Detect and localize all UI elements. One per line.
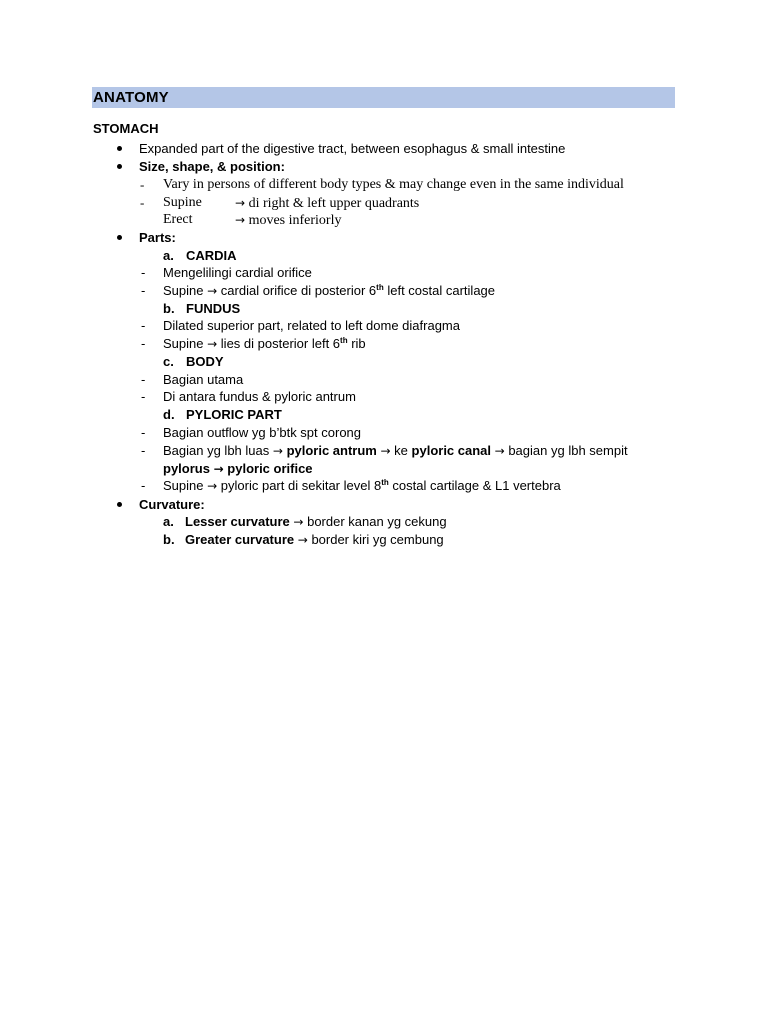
term-bold: Lesser curvature — [185, 514, 290, 529]
list-letter: a. — [163, 514, 174, 529]
bullet-text: Size, shape, & position: — [139, 159, 285, 174]
list-item-label: Erect — [163, 212, 193, 227]
term-bold: pyloric canal — [411, 443, 492, 458]
dash-marker: - — [141, 265, 146, 280]
list-item — [235, 195, 419, 212]
part-title: CARDIA — [186, 248, 237, 263]
dash-marker: - — [140, 177, 145, 192]
arrow-right-icon: → — [297, 533, 308, 547]
list-item-continuation — [163, 461, 313, 477]
list-letter: b. — [163, 532, 175, 547]
arrow-right-icon: → — [235, 196, 246, 210]
list-item-text: Bagian yg lbh luas — [163, 443, 270, 458]
list-item-text: pyloric part di sekitar level 8 — [220, 478, 382, 493]
list-item-text: lies di posterior left 6 — [220, 336, 341, 351]
arrow-right-icon: → — [380, 444, 391, 458]
dash-marker: - — [141, 336, 146, 351]
list-item: Mengelilingi cardial orifice — [163, 265, 312, 280]
arrow-right-icon: → — [293, 515, 304, 529]
part-title: PYLORIC PART — [186, 407, 282, 422]
list-item — [163, 478, 561, 494]
heading-highlight-bar — [92, 87, 675, 108]
arrow-right-icon: → — [213, 462, 224, 476]
list-item-text: cardial orifice di posterior 6 — [220, 283, 377, 298]
superscript: th — [381, 478, 389, 487]
arrow-right-icon: → — [272, 444, 283, 458]
superscript: th — [340, 336, 348, 345]
list-item-text: Supine — [163, 478, 204, 493]
list-item-text: di right & left upper quadrants — [248, 196, 420, 211]
term-bold: pylorus — [163, 461, 210, 476]
list-item — [185, 514, 447, 530]
list-item — [163, 283, 495, 299]
list-letter: a. — [163, 248, 174, 263]
section-heading: ANATOMY — [93, 89, 169, 106]
dash-marker: - — [141, 443, 146, 458]
term-bold: Greater curvature — [185, 532, 295, 547]
list-item-text: border kanan yg cekung — [307, 514, 447, 529]
list-item: Dilated superior part, related to left dome diafragma — [163, 318, 460, 333]
dash-marker: - — [140, 195, 145, 210]
list-item-text: bagian yg lbh sempit — [508, 443, 628, 458]
arrow-right-icon: → — [207, 479, 218, 493]
term-bold: pyloric antrum — [286, 443, 377, 458]
list-item — [163, 336, 366, 352]
list-item-text: border kiri yg cembung — [311, 532, 444, 547]
list-item: Vary in persons of different body types & may change even in the same individual — [163, 177, 624, 192]
dash-marker: - — [141, 425, 146, 440]
list-item: Di antara fundus & pyloric antrum — [163, 389, 356, 404]
list-item-text: rib — [351, 336, 366, 351]
list-item — [235, 212, 341, 229]
list-letter: d. — [163, 407, 175, 422]
bullet-icon — [117, 164, 122, 169]
list-item-label: Supine — [163, 195, 202, 210]
arrow-right-icon: → — [494, 444, 505, 458]
superscript: th — [376, 283, 384, 292]
list-letter: c. — [163, 354, 174, 369]
bullet-icon — [117, 502, 122, 507]
term-bold: pyloric orifice — [227, 461, 313, 476]
dash-marker: - — [141, 318, 146, 333]
subheading: STOMACH — [93, 121, 159, 136]
bullet-text: Expanded part of the digestive tract, between esophagus & small intestine — [139, 141, 566, 156]
list-item-text: Supine — [163, 283, 204, 298]
list-item — [185, 532, 444, 548]
dash-marker: - — [141, 478, 146, 493]
dash-marker: - — [141, 389, 146, 404]
bullet-icon — [117, 146, 122, 151]
part-title: FUNDUS — [186, 301, 241, 316]
arrow-right-icon: → — [235, 213, 246, 227]
dash-marker: - — [141, 283, 146, 298]
bullet-text: Parts: — [139, 230, 176, 245]
arrow-right-icon: → — [207, 337, 218, 351]
list-item: Bagian utama — [163, 372, 244, 387]
bullet-text: Curvature: — [139, 497, 205, 512]
arrow-right-icon: → — [207, 284, 218, 298]
dash-marker: - — [141, 372, 146, 387]
list-item — [163, 443, 628, 459]
list-item-text: Supine — [163, 336, 204, 351]
list-item: Bagian outflow yg b’btk spt corong — [163, 425, 362, 440]
list-item-text: left costal cartilage — [387, 283, 496, 298]
bullet-icon — [117, 235, 122, 240]
list-letter: b. — [163, 301, 175, 316]
list-item-text: moves inferiorly — [248, 213, 342, 228]
list-item-text: costal cartilage & L1 vertebra — [392, 478, 561, 493]
part-title: BODY — [186, 354, 224, 369]
list-item-text: ke — [394, 443, 408, 458]
